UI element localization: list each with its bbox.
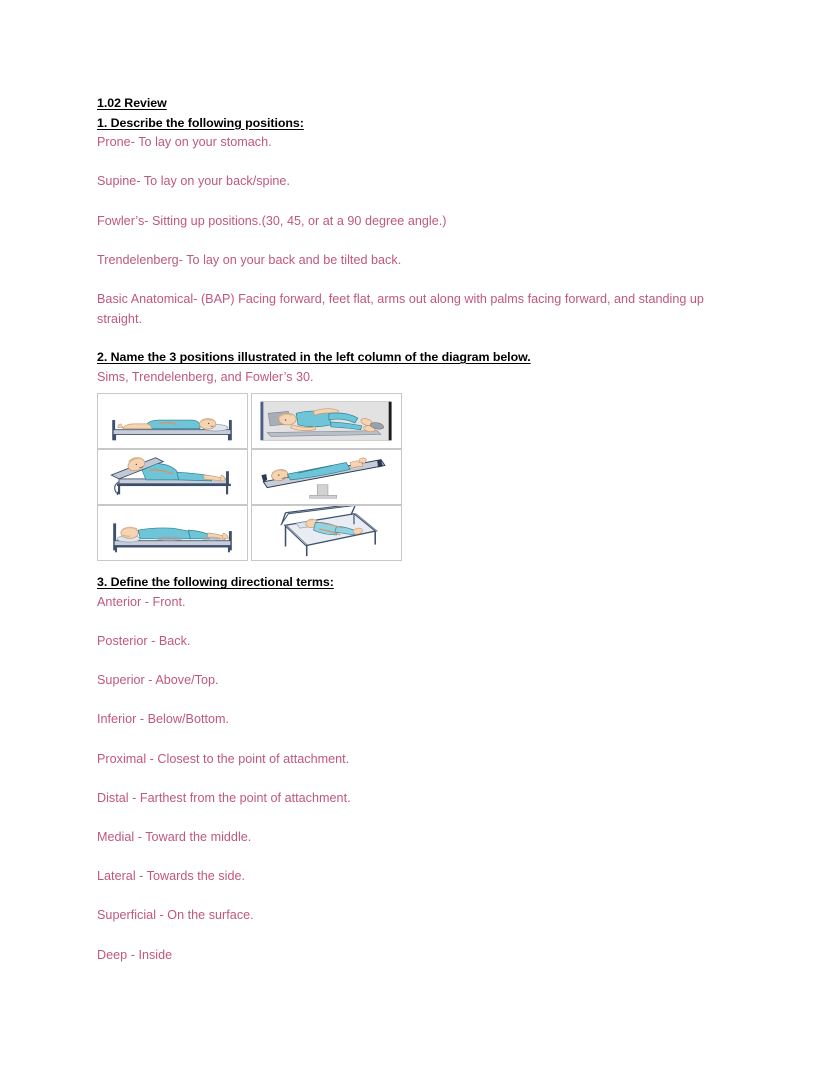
term-posterior: Posterior - Back. (97, 634, 191, 649)
answer-fowlers: Fowler’s- Sitting up positions.(30, 45, or at a 90 degree angle.) (97, 213, 447, 228)
diagram-cell-fowlers-raised-head (97, 449, 248, 505)
answer-prone: Prone- To lay on your stomach. (97, 135, 272, 150)
diagram-cell-bed-perspective-view (251, 505, 402, 561)
term-inferior: Inferior - Below/Bottom. (97, 712, 230, 727)
term-deep: Deep - Inside (97, 947, 173, 962)
term-superficial: Superficial - On the surface. (97, 908, 254, 923)
section-2-heading (97, 348, 709, 368)
spacer (97, 926, 709, 946)
spacer (97, 730, 709, 750)
spacer (97, 192, 709, 212)
spacer (97, 652, 709, 672)
diagram-cell-sims-side-lying (251, 393, 402, 449)
diagram-cell-prone-face-down (97, 505, 248, 561)
answer-basic-anatomical: Basic Anatomical- (BAP) Facing forward, feet flat, arms out along with palms facing forward, and standing up straight. (97, 291, 704, 326)
section-3-heading-text: 3. Define the following directional terms: (97, 575, 334, 590)
page-title-text: 1.02 Review (97, 96, 167, 110)
section-3-heading (97, 573, 709, 593)
answer-three-positions: Sims, Trendelenberg, and Fowler’s 30. (97, 369, 314, 384)
spacer (97, 848, 709, 868)
section-2-heading-text: 2. Name the 3 positions illustrated in the left column of the diagram below. (97, 350, 531, 365)
spacer (97, 691, 709, 711)
positions-diagram (97, 393, 402, 561)
section-1-heading (97, 114, 709, 134)
spacer (97, 769, 709, 789)
document-body (97, 94, 709, 965)
spacer (97, 153, 709, 173)
spacer (97, 231, 709, 251)
answer-supine: Supine- To lay on your back/spine. (97, 174, 290, 189)
answer-trendelenberg: Trendelenberg- To lay on your back and be tilted back. (97, 252, 402, 267)
spacer (97, 887, 709, 907)
spacer (97, 613, 709, 633)
spacer (97, 329, 709, 348)
term-superior: Superior - Above/Top. (97, 673, 219, 688)
spacer (97, 270, 709, 290)
page-title (97, 94, 709, 114)
section-1-heading-text: 1. Describe the following positions: (97, 115, 304, 130)
spacer (97, 808, 709, 828)
term-lateral: Lateral - Towards the side. (97, 869, 246, 884)
spacer (97, 561, 709, 573)
term-distal: Distal - Farthest from the point of attachment. (97, 790, 351, 805)
term-anterior: Anterior - Front. (97, 594, 186, 609)
term-medial: Medial - Toward the middle. (97, 830, 252, 845)
diagram-cell-supine-flat-bed (97, 393, 248, 449)
diagram-cell-trendelenburg-tilted-table (251, 449, 402, 505)
term-proximal: Proximal - Closest to the point of attachment. (97, 751, 350, 766)
